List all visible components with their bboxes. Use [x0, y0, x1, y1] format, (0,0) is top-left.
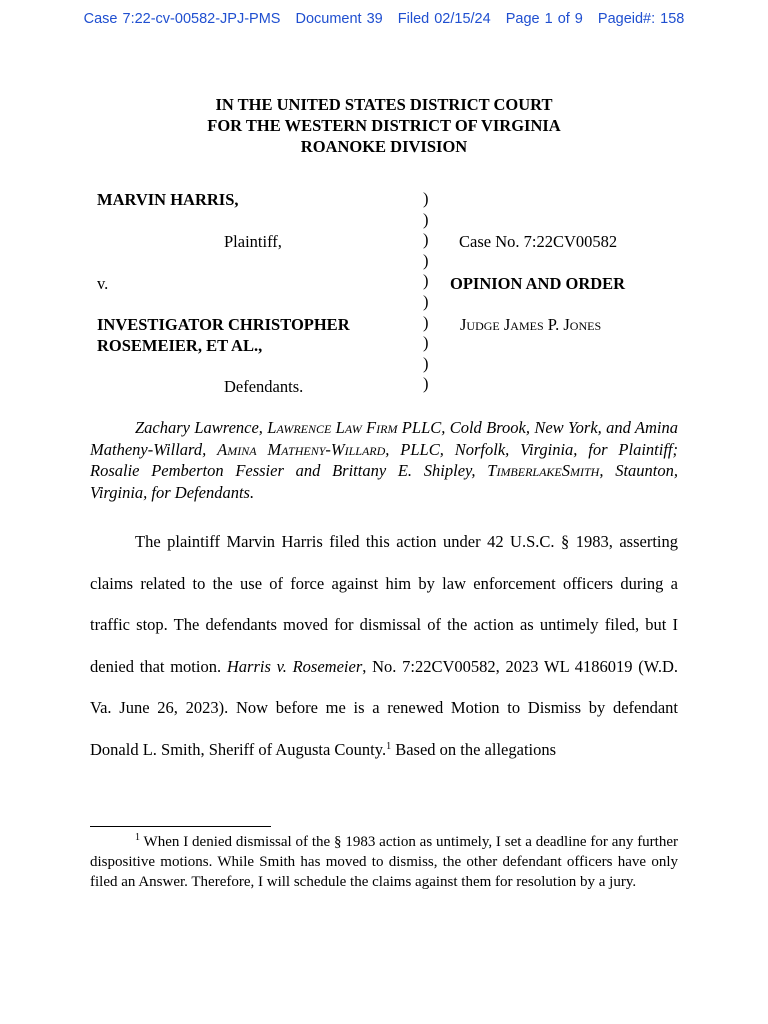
law-firm-name: TimberlakeSmith: [487, 461, 600, 480]
body-text: , No. 7:22CV00582, 2023 WL 4186019 (W.D. Va. June 26, 2023). Now before me is a renewed Motion to Dismiss by defendant Donald L. Smith, Sheriff of Augusta County.: [90, 656, 678, 759]
document-number-stamp: Document 39: [295, 11, 383, 27]
case-number-stamp: Case 7:22-cv-00582-JPJ-PMS: [83, 11, 281, 27]
opinion-body: [90, 521, 678, 771]
court-line-3: ROANOKE DIVISION: [300, 137, 468, 156]
footnote-text: When I denied dismissal of the § 1983 action as untimely, I set a deadline for any further dispositive motions. While Smith has moved to dismiss, the other defendant officers have only filed an Answer. Therefore, I will schedule the claims against them for resolution by a jury.: [90, 834, 678, 890]
document-title: OPINION AND ORDER: [450, 274, 626, 293]
paren: ): [423, 209, 429, 229]
filing-header: [0, 11, 768, 27]
counsel-text: , PLLC, Norfolk, Virginia, for Plaintiff; Rosalie Pemberton Fessier and Brittany E. Shipley,: [90, 439, 679, 480]
paren: ): [423, 250, 429, 270]
versus: v.: [97, 274, 109, 293]
case-number: Case No. 7:22CV00582: [459, 232, 618, 251]
paren: ): [423, 271, 429, 291]
body-text: The plaintiff Marvin Harris filed this action under 42 U.S.C. § 1983, asserting claims related to the use of force against him by law enforcement officers during a traffic stop. The defendants moved for dismissal of the action as untimely filed, but I denied that motion.: [90, 532, 678, 676]
paren: ): [423, 333, 429, 353]
counsel-text: , Staunton, Virginia, for Defendants.: [90, 461, 678, 502]
court-heading: [0, 94, 768, 157]
paren: ): [423, 291, 429, 311]
counsel-text: Zachary Lawrence,: [135, 418, 268, 437]
court-line-1: IN THE UNITED STATES DISTRICT COURT: [215, 95, 553, 114]
filed-date-stamp: Filed 02/15/24: [397, 11, 491, 27]
footnote-number: 1: [135, 832, 140, 843]
footnote: [90, 832, 678, 892]
page-count-stamp: Page 1 of 9: [505, 11, 583, 27]
body-text: Based on the allegations: [391, 739, 557, 759]
caption-parentheses: [423, 189, 429, 395]
law-firm-name: Lawrence Law Firm: [267, 418, 398, 437]
defendant-name-line-1: INVESTIGATOR CHRISTOPHER: [97, 315, 350, 334]
counsel-text: PLLC, Cold Brook, New York, and Amina Matheny-Willard,: [90, 418, 678, 459]
paren: ): [423, 312, 429, 332]
defendants-label: Defendants.: [224, 377, 304, 396]
case-citation: Harris v. Rosemeier: [226, 656, 363, 676]
defendant-name-line-2: ROSEMEIER, ET AL.,: [97, 336, 263, 355]
paren: ): [423, 374, 429, 394]
footnote-divider: [90, 826, 271, 827]
plaintiff-name: MARVIN HARRIS,: [97, 190, 239, 209]
judge-name: Judge James P. Jones: [460, 315, 602, 334]
court-line-2: FOR THE WESTERN DISTRICT OF VIRGINIA: [207, 116, 561, 135]
pageid-stamp: Pageid#: 158: [597, 11, 685, 27]
footnote-reference: 1: [386, 740, 392, 752]
paren: ): [423, 189, 429, 208]
counsel-listing: [90, 417, 678, 503]
paren: ): [423, 230, 429, 250]
paren: ): [423, 353, 429, 373]
law-firm-name: Amina Matheny-Willard: [217, 439, 386, 459]
plaintiff-label: Plaintiff,: [224, 232, 282, 251]
